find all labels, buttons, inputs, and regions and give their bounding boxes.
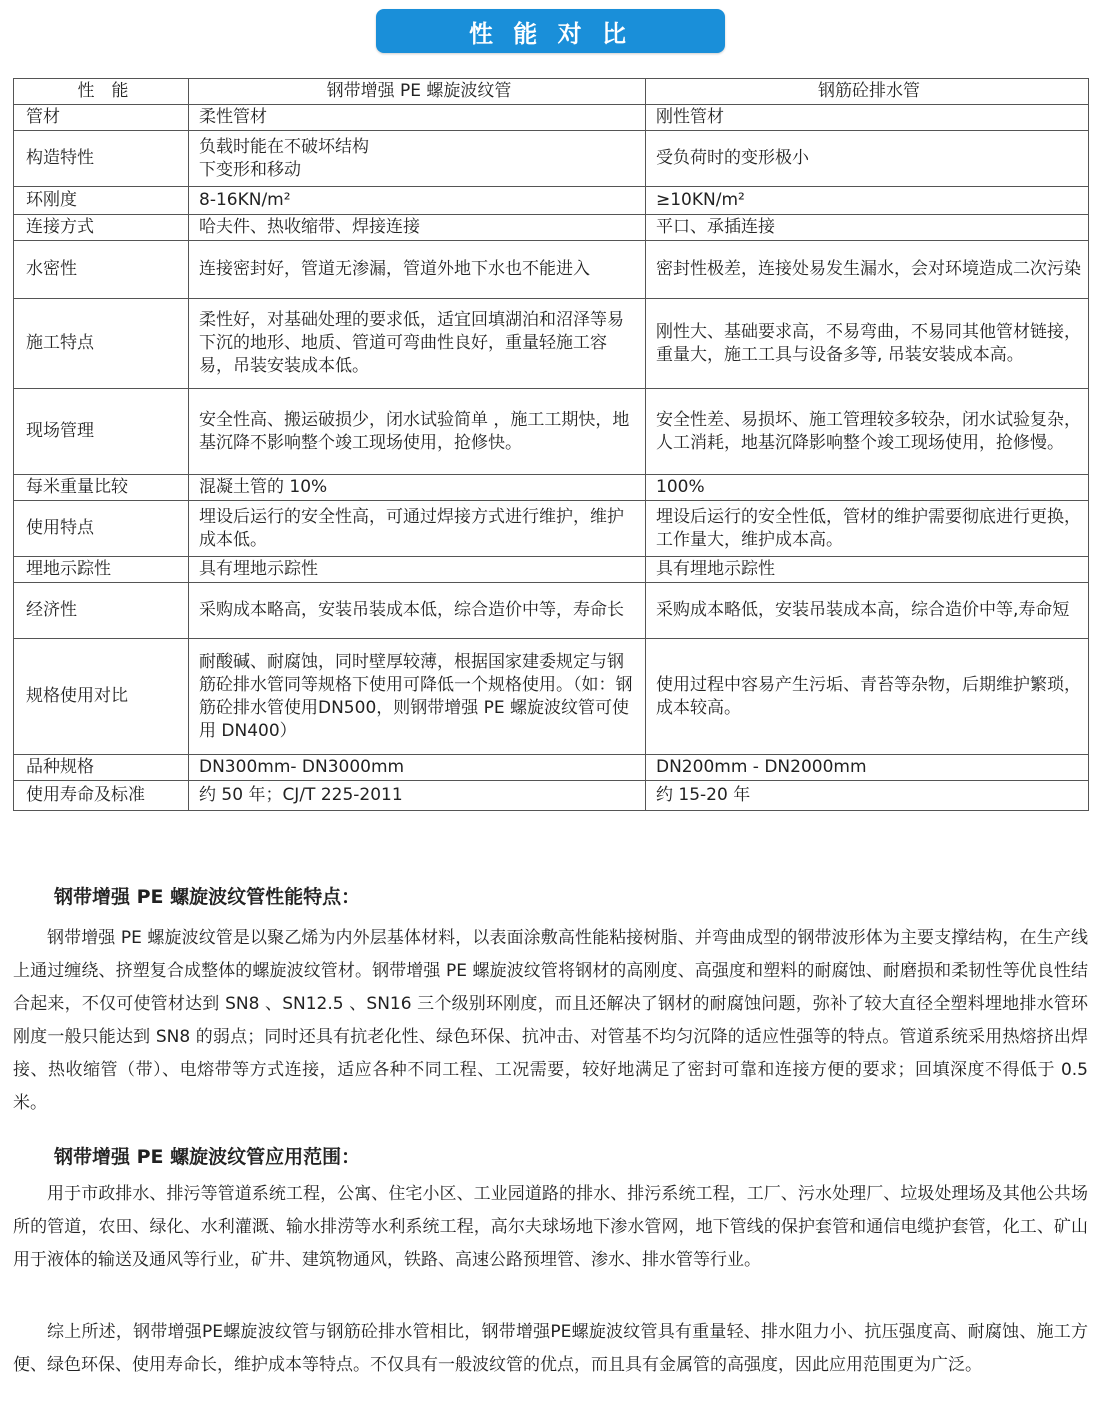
row-label-cell: 规格使用对比 <box>14 639 189 755</box>
table-cell: 密封性极差，连接处易发生漏水，会对环境造成二次污染 <box>646 241 1089 299</box>
table-row <box>14 241 1089 299</box>
row-label-cell: 使用特点 <box>14 501 189 557</box>
row-label-cell: 水密性 <box>14 241 189 299</box>
table-cell: 具有埋地示踪性 <box>646 557 1089 583</box>
table-row <box>14 781 1089 811</box>
comparison-table <box>13 78 1089 811</box>
row-label-cell: 使用寿命及标准 <box>14 781 189 811</box>
table-row <box>14 105 1089 131</box>
table-row <box>14 557 1089 583</box>
table-cell: 8-16KN/m² <box>189 187 646 215</box>
table-cell: 柔性管材 <box>189 105 646 131</box>
features-heading: 钢带增强 PE 螺旋波纹管性能特点： <box>54 886 361 908</box>
summary-body: 综上所述，钢带增强PE螺旋波纹管与钢筋砼排水管相比，钢带增强PE螺旋波纹管具有重量轻、排水阻力小、抗压强度高、耐腐蚀、施工方便、绿色环保、使用寿命长，维护成本等特点。不仅具有一般波纹管的优点，而且具有金属管的高强度，因此应用范围更为广泛。 <box>13 1322 1088 1375</box>
table-row <box>14 187 1089 215</box>
row-label-cell: 埋地示踪性 <box>14 557 189 583</box>
row-label-cell: 现场管理 <box>14 389 189 475</box>
table-cell: 约 15-20 年 <box>646 781 1089 811</box>
table-cell: 负载时能在不破坏结构 下变形和移动 <box>189 131 646 187</box>
table-row <box>14 299 1089 389</box>
row-label-cell: 品种规格 <box>14 755 189 781</box>
header-cell: 性 能 <box>14 79 189 105</box>
table-cell: DN300mm- DN3000mm <box>189 755 646 781</box>
table-row <box>14 501 1089 557</box>
application-body: 用于市政排水、排污等管道系统工程，公寓、住宅小区、工业园道路的排水、排污系统工程，工厂、污水处理厂、垃圾处理场及其他公共场所的管道，农田、绿化、水利灌溉、输水排涝等水利系统工程，高尔夫球场地下渗水管网，地下管线的保护套管和通信电缆护套管，化工、矿山用于液体的输送及通风等行业，矿井、建筑物通风，铁路、高速公路预埋管、渗水、排水管等行业。 <box>13 1184 1088 1270</box>
features-body: 钢带增强 PE 螺旋波纹管是以聚乙烯为内外层基体材料，以表面涂敷高性能粘接树脂、并弯曲成型的钢带波形体为主要支撑结构，在生产线上通过缠绕、挤塑复合成整体的螺旋波纹管材。钢带增强 PE 螺旋波纹管将钢材的高刚度、高强度和塑料的耐腐蚀、耐磨损和柔韧性等优良性结合起来，不仅可使管材达到 SN8 、SN12.5 、SN16 三个级别环刚度，而且还解决了钢材的耐腐蚀问题，弥补了较大直径全塑料埋地排水管环刚度一般只能达到 SN8 的弱点；同时还具有抗老化性、绿色环保、抗冲击、对管基不均匀沉降的适应性强等的特点。管道系统采用热熔挤出焊接、热收缩管（带）、电熔带等方式连接，适应各种不同工程、工况需要，较好地满足了密封可靠和连接方便的要求；回填深度不得低于 0.5 米。 <box>13 928 1088 1113</box>
table-cell: 约 50 年；CJ/T 225-2011 <box>189 781 646 811</box>
row-label-cell: 施工特点 <box>14 299 189 389</box>
table-cell: 刚性管材 <box>646 105 1089 131</box>
table-cell: 刚性大、基础要求高，不易弯曲，不易同其他管材链接，重量大，施工工具与设备多等, 吊装安装成本高。 <box>646 299 1089 389</box>
table-row <box>14 475 1089 501</box>
table-cell: 平口、承插连接 <box>646 215 1089 241</box>
section-banner <box>376 9 725 53</box>
summary-block <box>13 1316 1088 1382</box>
banner-title: 性 能 对 比 <box>468 19 633 48</box>
table-cell: 哈夫件、热收缩带、焊接连接 <box>189 215 646 241</box>
row-label-cell: 管材 <box>14 105 189 131</box>
table-cell: 使用过程中容易产生污垢、青苔等杂物，后期维护繁琐，成本较高。 <box>646 639 1089 755</box>
table-cell: 采购成本略高，安装吊装成本低，综合造价中等，寿命长 <box>189 583 646 639</box>
table-cell: 混凝土管的 10% <box>189 475 646 501</box>
table-cell: 耐酸碱、耐腐蚀，同时壁厚较薄，根据国家建委规定与钢筋砼排水管同等规格下使用可降低一个规格使用。（如：钢筋砼排水管使用DN500，则钢带增强 PE 螺旋波纹管可使用 DN400） <box>189 639 646 755</box>
row-label-cell: 每米重量比较 <box>14 475 189 501</box>
table-cell: 埋设后运行的安全性高，可通过焊接方式进行维护，维护成本低。 <box>189 501 646 557</box>
features-body-block <box>13 922 1088 1120</box>
table-cell: 埋设后运行的安全性低，管材的维护需要彻底进行更换，工作量大，维护成本高。 <box>646 501 1089 557</box>
table-cell: 柔性好，对基础处理的要求低，适宜回填湖泊和沼泽等易下沉的地形、地质、管道可弯曲性良好，重量轻施工容易，吊装安装成本低。 <box>189 299 646 389</box>
row-label-cell: 构造特性 <box>14 131 189 187</box>
header-cell: 钢筋砼排水管 <box>646 79 1089 105</box>
table-cell: 采购成本略低，安装吊装成本高，综合造价中等,寿命短 <box>646 583 1089 639</box>
header-cell: 钢带增强 PE 螺旋波纹管 <box>189 79 646 105</box>
table-cell: ≥10KN/m² <box>646 187 1089 215</box>
table-cell: DN200mm - DN2000mm <box>646 755 1089 781</box>
row-label-cell: 连接方式 <box>14 215 189 241</box>
row-label-cell: 经济性 <box>14 583 189 639</box>
table-cell: 安全性差、易损坏、施工管理较多较杂，闭水试验复杂，人工消耗，地基沉降影响整个竣工现场使用，抢修慢。 <box>646 389 1089 475</box>
features-section <box>54 882 1094 915</box>
table-cell: 100% <box>646 475 1089 501</box>
application-section <box>54 1142 1094 1175</box>
application-heading: 钢带增强 PE 螺旋波纹管应用范围： <box>54 1146 361 1168</box>
row-label-cell: 环刚度 <box>14 187 189 215</box>
table-cell: 具有埋地示踪性 <box>189 557 646 583</box>
table-row <box>14 639 1089 755</box>
table-row <box>14 215 1089 241</box>
table-header-row <box>14 79 1089 105</box>
application-body-block <box>13 1178 1088 1277</box>
table-row <box>14 583 1089 639</box>
table-row <box>14 131 1089 187</box>
table-cell: 连接密封好，管道无渗漏，管道外地下水也不能进入 <box>189 241 646 299</box>
table-cell: 安全性高、搬运破损少，闭水试验简单 ，施工工期快，地基沉降不影响整个竣工现场使用，抢修快。 <box>189 389 646 475</box>
table-row <box>14 755 1089 781</box>
table-cell: 受负荷时的变形极小 <box>646 131 1089 187</box>
table-row <box>14 389 1089 475</box>
